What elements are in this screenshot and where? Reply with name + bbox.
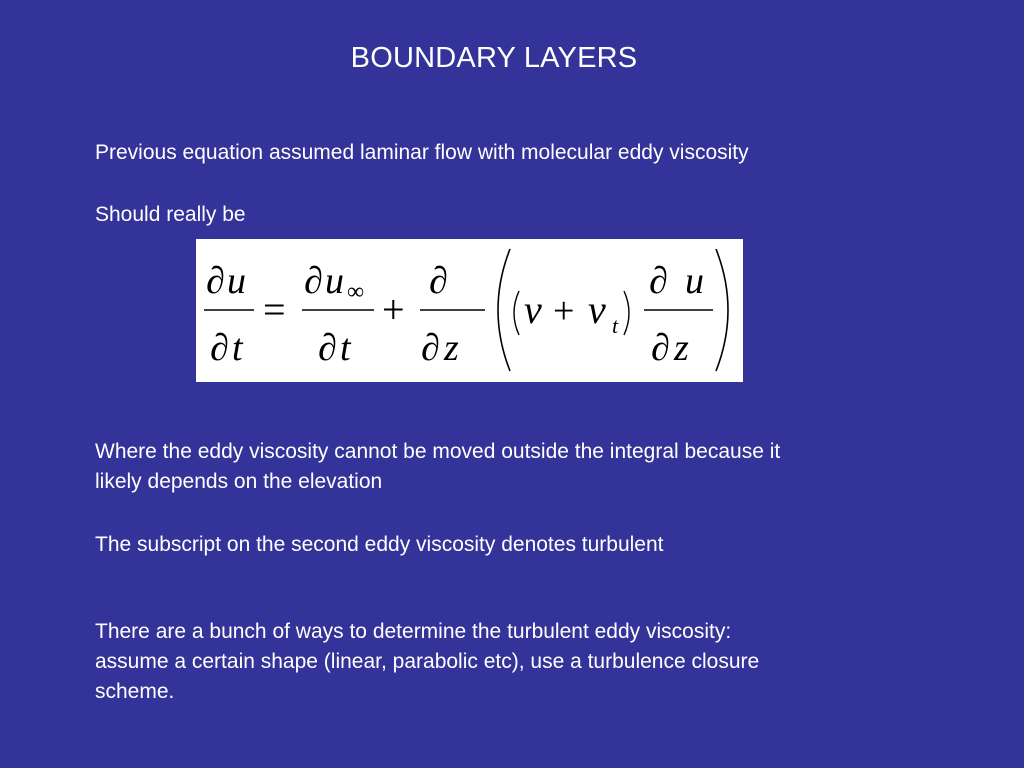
term2-den: z (444, 327, 459, 369)
lhs-num: u (227, 260, 246, 302)
term1-num: u (325, 260, 344, 302)
term1-num-partial: ∂ (304, 260, 323, 302)
methods-line-1: There are a bunch of ways to determine the turbulent eddy viscosity: (95, 620, 732, 643)
explanation-text (95, 437, 955, 497)
methods-line-3: scheme. (95, 680, 175, 703)
plus-sign-1: + (382, 287, 405, 332)
term1-den-partial: ∂ (318, 327, 337, 369)
lhs-den-partial: ∂ (210, 327, 229, 369)
plus-sign-2: + (553, 290, 575, 332)
term1-subscript-infinity: ∞ (347, 279, 365, 305)
nu-t-subscript: t (612, 313, 619, 338)
methods-text (95, 617, 955, 707)
equation-svg (196, 239, 743, 382)
explanation-line-1: Where the eddy viscosity cannot be moved outside the integral because it (95, 440, 781, 463)
big-left-paren (498, 249, 510, 371)
equals-sign: = (263, 287, 286, 332)
nu-t-symbol: ν (588, 287, 606, 332)
nu-symbol: ν (524, 287, 542, 332)
lhs-num-partial: ∂ (206, 260, 225, 302)
lead-in-text: Should really be (95, 203, 246, 226)
term2-num-partial: ∂ (429, 260, 448, 302)
small-right-paren (624, 291, 629, 335)
inner-den-partial: ∂ (651, 327, 670, 369)
lhs-den: t (232, 327, 243, 369)
explanation-line-2: likely depends on the elevation (95, 470, 383, 493)
big-right-paren (716, 249, 728, 371)
inner-num-partial: ∂ (649, 260, 668, 302)
inner-den: z (674, 327, 689, 369)
slide-title: BOUNDARY LAYERS (350, 42, 638, 74)
intro-text: Previous equation assumed laminar flow with molecular eddy viscosity (95, 141, 749, 164)
term2-den-partial: ∂ (421, 327, 440, 369)
term1-den: t (340, 327, 351, 369)
equation-box (196, 239, 743, 382)
subscript-note-text: The subscript on the second eddy viscosity denotes turbulent (95, 533, 664, 556)
methods-line-2: assume a certain shape (linear, parabolic etc), use a turbulence closure (95, 650, 760, 673)
small-left-paren (514, 291, 519, 335)
inner-num: u (685, 260, 704, 302)
